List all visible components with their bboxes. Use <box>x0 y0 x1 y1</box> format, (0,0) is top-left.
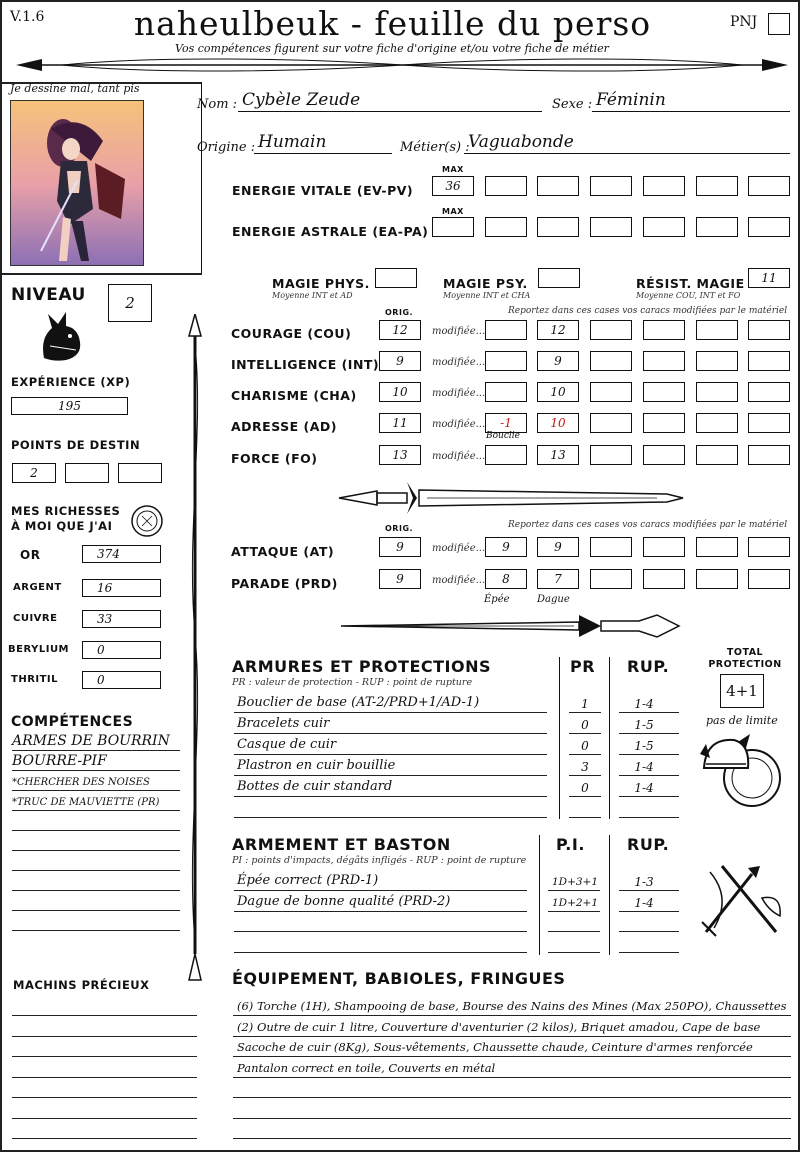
weapon-row-line <box>234 952 527 953</box>
stat-mod-box[interactable] <box>748 320 790 340</box>
header-spear-ornament <box>2 54 800 76</box>
stat-mod-value: 9 <box>554 354 562 368</box>
ea-max-box[interactable] <box>432 217 474 237</box>
weapons-rup-label: RUP. <box>627 835 670 854</box>
armor-row-line <box>234 712 547 713</box>
armor-col-divider <box>609 657 610 819</box>
armor-row-line <box>569 712 601 713</box>
weapon-row-line <box>548 890 600 891</box>
richesses-label: MES RICHESSES À MOI QUE J'AI <box>11 504 121 533</box>
stat-modifie-label: modifiée... <box>432 419 486 430</box>
money-label: CUIVRE <box>13 613 58 624</box>
weapon-row-line <box>548 952 600 953</box>
weapon-pi: 1D+2+1 <box>551 896 599 909</box>
combat-mod-box[interactable] <box>485 537 527 557</box>
stat-mod-box[interactable] <box>590 413 632 433</box>
weapon-row-line <box>619 952 679 953</box>
equipment-line <box>233 1077 791 1078</box>
armor-row-line <box>619 817 679 818</box>
stat-orig-value: 13 <box>392 448 408 462</box>
armor-title: ARMURES ET PROTECTIONS <box>232 657 491 676</box>
stat-orig-box[interactable] <box>379 413 421 433</box>
armor-sub: PR : valeur de protection - RUP : point de rupture <box>232 677 473 688</box>
ev-box[interactable] <box>696 176 738 196</box>
armor-row-line <box>569 754 601 755</box>
weapon-row-line <box>619 931 679 932</box>
weapons-pi-label: P.I. <box>556 835 585 854</box>
stat-orig-box[interactable] <box>379 351 421 371</box>
magie-phys-sub: Moyenne INT et AD <box>272 291 353 300</box>
competence-line <box>12 770 180 771</box>
niveau-label: NIVEAU <box>11 285 86 305</box>
combat-mod-value: 8 <box>502 572 510 586</box>
competences-label: COMPÉTENCES <box>11 714 134 730</box>
ea-box[interactable] <box>485 217 527 237</box>
stat-mod-box[interactable] <box>485 413 527 433</box>
ev-box[interactable] <box>643 176 685 196</box>
combat-mod-box[interactable] <box>537 569 579 589</box>
armor-pr: 3 <box>581 760 589 774</box>
combat-orig-box[interactable] <box>379 537 421 557</box>
stat-mod-box[interactable] <box>696 445 738 465</box>
metier-value: Vaguabonde <box>468 132 574 152</box>
destin-box[interactable] <box>118 463 162 483</box>
combat-orig-label: ORIG. <box>385 524 414 533</box>
stats-report-note: Reportez dans ces cases vos caracs modifiées par le matériel <box>508 306 788 316</box>
weapon-note-epee: Épée <box>484 594 510 605</box>
armor-row-line <box>569 796 601 797</box>
stat-mod-value: 13 <box>550 448 566 462</box>
stat-label: INTELLIGENCE (INT) <box>231 357 380 372</box>
equipment-line <box>233 1118 791 1119</box>
armor-row-line <box>234 775 547 776</box>
stat-mod-box[interactable] <box>537 382 579 402</box>
combat-orig-box[interactable] <box>379 569 421 589</box>
weapon-row-line <box>619 890 679 891</box>
money-value: 16 <box>97 581 113 595</box>
competence-line <box>12 890 180 891</box>
machin-line[interactable] <box>12 1056 197 1057</box>
armor-rup: 1-5 <box>634 739 654 753</box>
armor-rup: 1-5 <box>634 718 654 732</box>
machin-line[interactable] <box>12 1077 197 1078</box>
combat-mod-box[interactable] <box>748 569 790 589</box>
stat-mod-box[interactable] <box>748 445 790 465</box>
weapons-title: ARMEMENT ET BASTON <box>232 835 451 854</box>
armor-row-line <box>619 754 679 755</box>
stat-modifie-label: modifiée... <box>432 357 486 368</box>
stat-mod-value: 10 <box>550 416 566 430</box>
weapon-pi: 1D+3+1 <box>551 876 599 888</box>
stats-orig-label: ORIG. <box>385 308 414 317</box>
stat-label: FORCE (FO) <box>231 451 318 466</box>
stat-mod-box[interactable] <box>748 351 790 371</box>
combat-mod-value: 9 <box>554 540 562 554</box>
armor-row-line <box>569 817 601 818</box>
origine-label: Origine : <box>197 140 256 155</box>
machin-line[interactable] <box>12 1097 197 1098</box>
equipment-line <box>233 1036 791 1037</box>
equipment-line <box>233 1015 791 1016</box>
origine-value: Humain <box>258 132 327 152</box>
magie-phys-label: MAGIE PHYS. <box>272 276 370 291</box>
armor-pr: 1 <box>581 697 589 711</box>
stat-mod-box[interactable] <box>590 445 632 465</box>
metier-field[interactable] <box>464 132 790 154</box>
stat-mod-box[interactable] <box>590 351 632 371</box>
equipment-item[interactable]: Pantalon correct en toile, Couverts en métal <box>237 1060 496 1075</box>
ea-box[interactable] <box>696 217 738 237</box>
pnj-checkbox[interactable] <box>768 13 790 35</box>
xp-value: 195 <box>58 399 81 413</box>
stat-mod-box[interactable] <box>696 382 738 402</box>
armor-pr: 0 <box>581 718 589 732</box>
portrait-caption: Je dessine mal, tant pis <box>10 82 140 95</box>
combat-mod-value: 9 <box>502 540 510 554</box>
resist-magie-value: 11 <box>761 271 777 285</box>
pnj-label: PNJ <box>730 14 758 30</box>
armor-row-line <box>619 712 679 713</box>
combat-report-note: Reportez dans ces cases vos caracs modifiées par le matériel <box>508 520 788 530</box>
machin-line[interactable] <box>12 1138 197 1139</box>
money-box[interactable] <box>82 579 161 597</box>
character-portrait <box>10 100 144 266</box>
magie-phys-box[interactable] <box>375 268 417 288</box>
weapon-row-line <box>548 911 600 912</box>
armor-pr: 0 <box>581 781 589 795</box>
stat-orig-box[interactable] <box>379 382 421 402</box>
stat-mod-box[interactable] <box>590 320 632 340</box>
stat-mod-box[interactable] <box>537 351 579 371</box>
stat-orig-value: 9 <box>396 354 404 368</box>
stat-orig-box[interactable] <box>379 320 421 340</box>
armor-name[interactable]: Bracelets cuir <box>237 716 330 731</box>
coin-icon <box>130 504 164 538</box>
money-label: BERYLIUM <box>8 644 70 655</box>
combat-mod-box[interactable] <box>485 569 527 589</box>
competence-item[interactable]: *CHERCHER DES NOISES <box>12 777 150 788</box>
stat-mod-box[interactable] <box>748 413 790 433</box>
armor-row-line <box>569 733 601 734</box>
ea-max-label: MAX <box>442 207 464 216</box>
ev-box[interactable] <box>537 176 579 196</box>
combat-label: ATTAQUE (AT) <box>231 544 335 559</box>
stat-mod-box[interactable] <box>590 382 632 402</box>
stat-mod-box[interactable] <box>643 320 685 340</box>
total-protection-note: pas de limite <box>706 714 778 727</box>
xp-label: EXPÉRIENCE (XP) <box>11 375 131 389</box>
ea-box[interactable] <box>537 217 579 237</box>
stat-mod-box[interactable] <box>696 320 738 340</box>
competence-line <box>12 790 180 791</box>
version-label: V.1.6 <box>10 9 45 25</box>
combat-mod-box[interactable] <box>590 537 632 557</box>
weapons-col-divider <box>539 835 540 955</box>
armor-row-line <box>619 796 679 797</box>
money-label: THRITIL <box>11 674 59 685</box>
money-value: 33 <box>97 612 113 626</box>
equipment-item[interactable]: Sacoche de cuir (8Kg), Sous-vêtements, Chaussette chaude, Ceinture d'armes renforcée <box>237 1040 753 1054</box>
nom-label: Nom : <box>197 97 238 112</box>
vertical-spear-ornament <box>182 314 208 982</box>
destin-value: 2 <box>30 466 38 480</box>
armor-row-line <box>234 817 547 818</box>
equipment-item[interactable]: (2) Outre de cuir 1 litre, Couverture d'aventurier (2 kilos), Briquet amadou, Cape de base <box>237 1019 761 1034</box>
competence-item[interactable]: ARMES DE BOURRIN <box>12 733 170 749</box>
stat-label: ADRESSE (AD) <box>231 419 338 434</box>
armor-row-line <box>619 775 679 776</box>
weapon-rup: 1-3 <box>634 875 654 889</box>
money-box[interactable] <box>82 545 161 563</box>
competence-line <box>12 810 180 811</box>
stat-mod-box[interactable] <box>485 320 527 340</box>
stat-orig-value: 12 <box>392 323 408 337</box>
stat-mod-box[interactable] <box>537 320 579 340</box>
competence-line <box>12 910 180 911</box>
armor-rup: 1-4 <box>634 697 654 711</box>
niveau-value: 2 <box>125 294 135 312</box>
armor-name[interactable]: Bouclier de base (AT-2/PRD+1/AD-1) <box>237 695 480 710</box>
stat-mod-box[interactable] <box>485 351 527 371</box>
equipment-line <box>233 1056 791 1057</box>
stat-modifie-label: modifiée... <box>432 451 486 462</box>
resist-magie-sub: Moyenne COU, INT et FO <box>636 291 741 300</box>
money-value: 0 <box>97 673 105 687</box>
weapon-name[interactable]: Dague de bonne qualité (PRD-2) <box>237 893 451 909</box>
ev-max-box[interactable] <box>432 176 474 196</box>
stat-mod-box[interactable] <box>643 351 685 371</box>
stat-mod-value: 12 <box>550 323 566 337</box>
stat-mod-box[interactable] <box>643 382 685 402</box>
weapons-sub: PI : points d'impacts, dégâts infligés - RUP : point de rupture <box>232 855 527 866</box>
combat-mod-box[interactable] <box>696 569 738 589</box>
sword-ornament-top <box>337 480 687 516</box>
combat-modifie-label: modifiée... <box>432 575 486 586</box>
magie-psy-box[interactable] <box>538 268 580 288</box>
stat-mod-box[interactable] <box>643 413 685 433</box>
armor-rup: 1-4 <box>634 781 654 795</box>
competence-line <box>12 750 180 751</box>
weapon-row-line <box>619 911 679 912</box>
competence-line <box>12 930 180 931</box>
armor-rup-label: RUP. <box>627 657 670 676</box>
total-protection-value: 4+1 <box>726 682 758 700</box>
dragon-icon <box>36 308 86 364</box>
competence-item[interactable]: *TRUC DE MAUVIETTE (PR) <box>12 797 160 808</box>
crossed-weapons-icon <box>692 858 788 942</box>
ea-box[interactable] <box>748 217 790 237</box>
sexe-label: Sexe : <box>552 97 593 112</box>
total-protection-box[interactable] <box>720 674 764 708</box>
combat-label: PARADE (PRD) <box>231 576 338 591</box>
destin-label: POINTS DE DESTIN <box>11 438 141 452</box>
armor-name[interactable]: Casque de cuir <box>237 737 337 752</box>
resist-magie-box[interactable] <box>748 268 790 288</box>
stat-mod-note: Bouclie <box>486 431 520 441</box>
weapon-row-line <box>548 931 600 932</box>
total-protection-label: TOTAL PROTECTION <box>708 647 782 670</box>
combat-mod-box[interactable] <box>643 537 685 557</box>
stat-mod-box[interactable] <box>485 382 527 402</box>
nom-field[interactable] <box>238 90 542 112</box>
equipment-item[interactable]: (6) Torche (1H), Shampooing de base, Bourse des Nains des Mines (Max 250PO), Chaussettes <box>237 999 787 1013</box>
stat-mod-box[interactable] <box>537 413 579 433</box>
stat-mod-box[interactable] <box>485 445 527 465</box>
nom-value: Cybèle Zeude <box>242 90 361 110</box>
combat-mod-box[interactable] <box>537 537 579 557</box>
resist-magie-label: RÉSIST. MAGIE <box>636 276 745 291</box>
sexe-field[interactable] <box>592 90 790 112</box>
ea-label: ENERGIE ASTRALE (EA-PA) <box>232 224 429 239</box>
magie-psy-label: MAGIE PSY. <box>443 276 528 291</box>
stat-mod-box[interactable] <box>748 382 790 402</box>
combat-mod-box[interactable] <box>643 569 685 589</box>
money-value: 374 <box>97 547 120 561</box>
niveau-box[interactable] <box>108 284 152 322</box>
armor-row-line <box>619 733 679 734</box>
equipment-line <box>233 1138 791 1139</box>
stat-mod-box[interactable] <box>537 445 579 465</box>
armor-row-line <box>569 775 601 776</box>
equipment-title: ÉQUIPEMENT, BABIOLES, FRINGUES <box>232 969 566 988</box>
machins-label: MACHINS PRÉCIEUX <box>13 978 150 992</box>
ev-max-label: MAX <box>442 165 464 174</box>
armor-row-line <box>234 733 547 734</box>
armor-pr: 0 <box>581 739 589 753</box>
sexe-value: Féminin <box>596 90 666 110</box>
weapon-row-line <box>234 931 527 932</box>
money-label: OR <box>20 548 41 562</box>
armor-name[interactable]: Bottes de cuir standard <box>237 779 393 794</box>
money-label: ARGENT <box>13 582 62 593</box>
weapons-col-divider <box>609 835 610 955</box>
armor-rup: 1-4 <box>634 760 654 774</box>
competence-item[interactable]: BOURRE-PIF <box>12 753 107 769</box>
stat-mod-box[interactable] <box>696 351 738 371</box>
destin-box[interactable] <box>65 463 109 483</box>
magie-psy-sub: Moyenne INT et CHA <box>443 291 531 300</box>
destin-box[interactable] <box>12 463 56 483</box>
ev-box[interactable] <box>485 176 527 196</box>
portrait-bottom-rule <box>2 273 202 275</box>
stat-mod-value: 10 <box>550 385 566 399</box>
machin-line[interactable] <box>12 1015 197 1016</box>
stat-orig-box[interactable] <box>379 445 421 465</box>
machin-line[interactable] <box>12 1036 197 1037</box>
money-value: 0 <box>97 643 105 657</box>
ev-label: ENERGIE VITALE (EV-PV) <box>232 183 414 198</box>
origine-field[interactable] <box>254 132 392 154</box>
combat-mod-box[interactable] <box>748 537 790 557</box>
stat-modifie-label: modifiée... <box>432 326 486 337</box>
armor-col-divider <box>559 657 560 819</box>
weapon-row-line <box>234 890 527 891</box>
ea-box[interactable] <box>643 217 685 237</box>
stat-mod-value: -1 <box>500 416 512 430</box>
money-box[interactable] <box>82 641 161 659</box>
armor-name[interactable]: Plastron en cuir bouillie <box>237 758 396 773</box>
money-box[interactable] <box>82 610 161 628</box>
stat-mod-box[interactable] <box>696 413 738 433</box>
armor-pr-label: PR <box>570 657 596 676</box>
weapon-name[interactable]: Épée correct (PRD-1) <box>237 873 379 888</box>
equipment-line <box>233 1097 791 1098</box>
page-title: naheulbeuk - feuille du perso <box>133 4 652 43</box>
combat-mod-box[interactable] <box>590 569 632 589</box>
money-box[interactable] <box>82 671 161 689</box>
weapon-row-line <box>234 911 527 912</box>
helmet-shield-icon <box>694 728 788 820</box>
armor-row-line <box>234 754 547 755</box>
stat-mod-box[interactable] <box>643 445 685 465</box>
stat-modifie-label: modifiée... <box>432 388 486 399</box>
competence-line <box>12 870 180 871</box>
stat-orig-value: 11 <box>392 416 408 430</box>
stat-orig-value: 10 <box>392 385 408 399</box>
page-subtitle: Vos compétences figurent sur votre fiche d'origine et/ou votre fiche de métier <box>175 42 609 55</box>
combat-orig-value: 9 <box>396 572 404 586</box>
competence-line <box>12 830 180 831</box>
weapon-rup: 1-4 <box>634 895 654 910</box>
ev-box[interactable] <box>748 176 790 196</box>
ev-max-value: 36 <box>445 179 461 193</box>
armor-row-line <box>234 796 547 797</box>
metier-label: Métier(s) : <box>400 140 470 155</box>
combat-mod-box[interactable] <box>696 537 738 557</box>
stat-label: COURAGE (COU) <box>231 326 352 341</box>
combat-modifie-label: modifiée... <box>432 543 486 554</box>
sword-ornament-bottom <box>339 609 685 643</box>
machin-line[interactable] <box>12 1118 197 1119</box>
combat-orig-value: 9 <box>396 540 404 554</box>
weapon-note-dague: Dague <box>537 594 570 605</box>
ev-box[interactable] <box>590 176 632 196</box>
ea-box[interactable] <box>590 217 632 237</box>
competence-line <box>12 850 180 851</box>
stat-label: CHARISME (CHA) <box>231 388 357 403</box>
xp-box[interactable] <box>11 397 128 415</box>
combat-mod-value: 7 <box>554 572 562 586</box>
